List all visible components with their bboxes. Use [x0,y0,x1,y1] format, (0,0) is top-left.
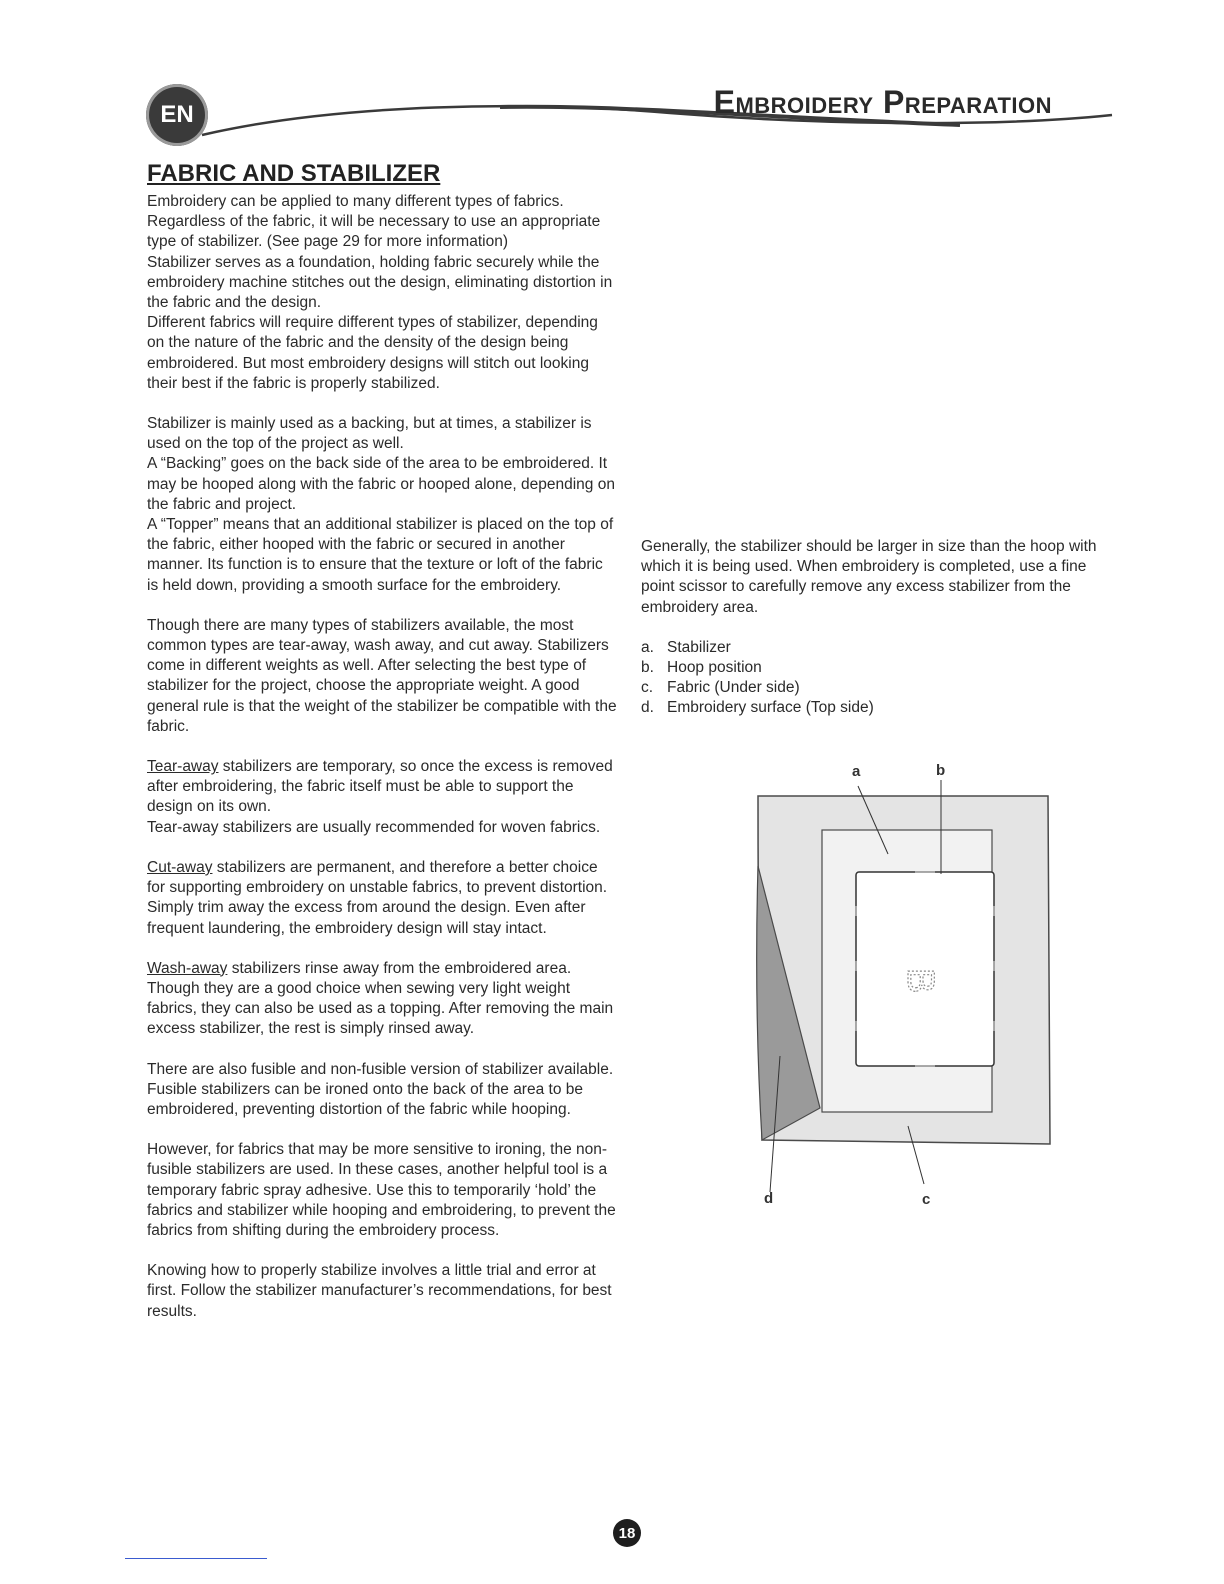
paragraph: Though there are many types of stabilizers available, the most common types are tear-away, wash away, and cut away. Stabilizers come in different weights as well. After selecting the best type of stabilizer for the project, choose the appropriate weight. A good general rule is that the weight of the stabilizer be compatible with the fabric. [147,616,617,735]
diagram-legend [641,638,1111,719]
main-heading: FABRIC AND STABILIZER [147,160,441,187]
language-badge: EN [146,84,208,146]
paragraph: A “Backing” goes on the back side of the area to be embroidered. It may be hooped along with the fabric or hooped alone, depending on the fabric and project. [147,455,615,513]
paragraph: There are also fusible and non-fusible version of stabilizer available. Fusible stabilizers can be ironed onto the back of the area to be embroidered, preventing distortion of the fabric while hooping. [147,1060,614,1118]
left-column [147,160,617,1322]
tear-away-paragraph [147,757,617,818]
stabilizer-size-note: Generally, the stabilizer should be larger in size than the hoop with which it is being used. When embroidery is completed, use a fine point scissor to carefully remove any excess stabilizer from the embroidery area. [641,538,1097,616]
wash-away-paragraph [147,959,617,1040]
wash-away-text: stabilizers rinse away from the embroidered area. Though they are a good choice when sewing very light weight fabrics, they can also be used as a topping. After removing the main excess stabilizer, the rest is simply rinsed away. [147,959,614,1038]
page-number: 18 [613,1519,641,1547]
wash-away-term: Wash-away [147,959,228,977]
paragraph: A “Topper” means that an additional stabilizer is placed on the top of the fabric, either hooped with the fabric or secured in another manner. Its function is to ensure that the texture or loft of the fabric is held down, providing a smooth surface for the embroidery. [147,516,614,594]
stabilizer-hoop-diagram [740,756,1060,1216]
paragraph: However, for fabrics that may be more sensitive to ironing, the non-fusible stabilizers are used. In these cases, another helpful tool is a temporary fabric spray adhesive. Use this to temporarily ‘hold’ the fabrics and stabilizer while hooping and embroidering, to prevent the fabrics from shifting during the embroidery process. [147,1141,616,1239]
legend-text: Hoop position [667,659,762,677]
cut-away-text: stabilizers are permanent, and therefore a better choice for supporting embroidery on unstable fabrics, to prevent distortion. Simply trim away the excess from around the design. Even after frequent laundering, the embroidery design will stay intact. [147,858,608,937]
callout-a: a [852,763,861,780]
section-title: Embroidery Preparation [713,84,1052,120]
callout-b: b [936,762,946,779]
paragraph: Embroidery can be applied to many different types of fabrics. Regardless of the fabric, it will be necessary to use an appropriate type of stabilizer. (See page 29 for more information) [147,193,601,251]
legend-key: a. [641,638,654,656]
cut-away-term: Cut-away [147,858,213,876]
legend-text: Fabric (Under side) [667,679,800,697]
paragraph: Different fabrics will require different types of stabilizer, depending on the nature of the fabric and the density of the design being embroidered. But most embroidery designs will stitch out looking their best if the fabric is properly stabilized. [147,314,598,392]
legend-key: d. [641,699,654,717]
right-column [641,537,1111,719]
legend-item [641,658,1111,678]
cut-away-paragraph [147,858,617,939]
legend-key: b. [641,659,654,677]
legend-text: Embroidery surface (Top side) [667,699,874,717]
legend-item [641,678,1111,698]
paragraph: Tear-away stabilizers are usually recommended for woven fabrics. [147,818,601,836]
paragraph: Knowing how to properly stabilize involves a little trial and error at first. Follow the stabilizer manufacturer’s recommendations, for best results. [147,1262,612,1320]
legend-text: Stabilizer [667,638,731,656]
design-letter: B [899,968,941,994]
footer-rule [125,1558,267,1559]
legend-item [641,638,1111,658]
legend-key: c. [641,679,654,697]
tear-away-term: Tear-away [147,758,219,776]
callout-c: c [922,1191,931,1208]
legend-item [641,698,1111,718]
paragraph: Stabilizer serves as a foundation, holding fabric securely while the embroidery machine stitches out the design, eliminating distortion in the fabric and the design. [147,253,613,312]
callout-d: d [764,1190,774,1207]
paragraph: Stabilizer is mainly used as a backing, but at times, a stabilizer is used on the top of the project as well. [147,415,592,453]
tear-away-text: stabilizers are temporary, so once the excess is removed after embroidering, the fabric itself must be able to support the design on its own. [147,758,613,816]
